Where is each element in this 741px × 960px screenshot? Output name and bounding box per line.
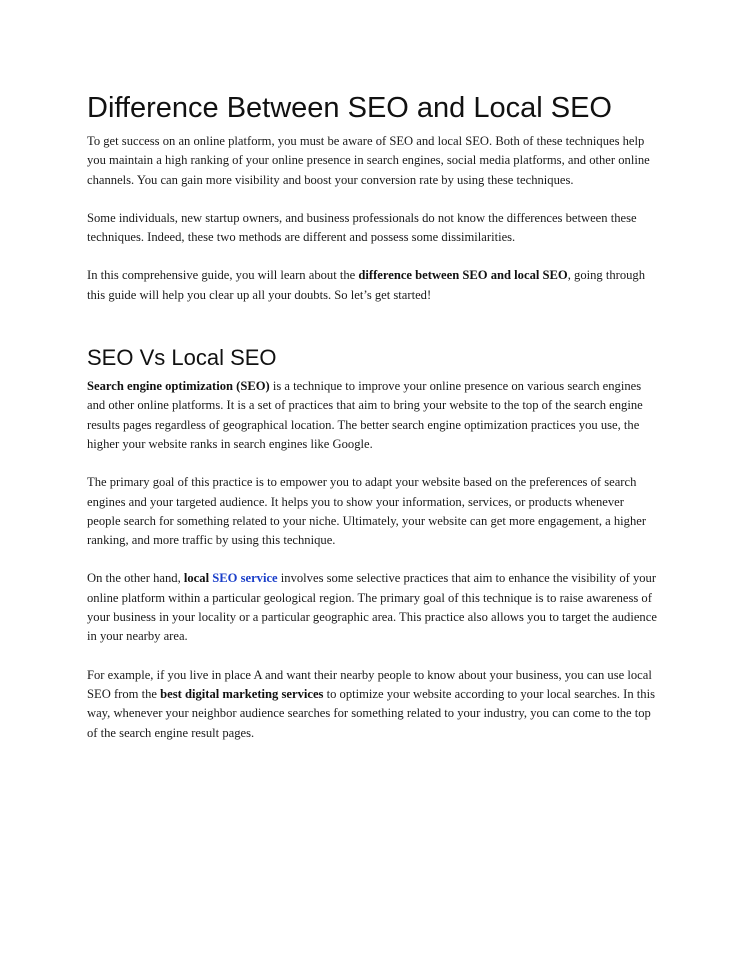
section-p3-text-after: involves some selective practices that aim to enhance the visibility of your online platform within a particular geological region. The primary goal of this technique is to raise awareness of your business in your locality or a particular geographic area. This practice also allows you to target the audience in your nearby area. — [87, 571, 657, 644]
intro-paragraph-1: To get success on an online platform, you must be aware of SEO and local SEO. Both of these techniques help you maintain a high ranking of your online presence in search engines, social media platforms, and other online channels. You can gain more visibility and boost your conversion rate by using these techniques. — [87, 134, 650, 187]
section-p3-bold: local — [183, 571, 210, 586]
intro-paragraph-2: Some individuals, new startup owners, and business professionals do not know the differences between these techniques. Indeed, these two methods are different and possess some dissimilarities. — [87, 210, 637, 245]
section-heading: SEO Vs Local SEO — [87, 345, 277, 371]
section-paragraph-2: The primary goal of this practice is to empower you to adapt your website based on the preferences of search engines and your targeted audience. It helps you to show your information, services, or products whenever people search for something related to your niche. Ultimately, your website can get more engagement, a higher ranking, and more traffic by using this technique. — [87, 475, 647, 548]
section-p4-bold: best digital marketing services — [160, 686, 324, 701]
seo-service-link[interactable]: SEO service — [212, 571, 278, 586]
section-p4-text-after: to optimize your website according to your local searches. In this way, whenever your neighbor audience searches for something related to your industry, you can come to the top of the search engine result pages. — [87, 686, 655, 740]
section-paragraph-1 — [87, 377, 657, 454]
section-paragraph-4 — [87, 666, 657, 743]
page-title: Difference Between SEO and Local SEO — [87, 92, 612, 124]
section-p1-text: is a technique to improve your online presence on various search engines and other online platforms. It is a set of practices that aim to bring your website to the top of the search engine results pages regardless of geographical location. The better search engine optimization practices you use, the higher your website ranks in search engines like Google. — [87, 379, 643, 451]
intro-paragraph-3 — [87, 266, 657, 305]
section-paragraph-3 — [87, 569, 657, 646]
intro-p3-bold: difference between SEO and local SEO — [358, 268, 568, 283]
section-p3-text-before: On the other hand, — [87, 571, 184, 586]
intro-p3-text-before: In this comprehensive guide, you will learn about the — [87, 268, 359, 283]
document-page — [87, 86, 657, 743]
section-p4-text-before: For example, if you live in place A and want their nearby people to know about your business, you can use local SEO from the — [87, 667, 652, 701]
section-p1-bold: Search engine optimization (SEO) — [87, 379, 270, 394]
intro-p3-text-after: , going through this guide will help you clear up all your doubts. So let’s get started! — [87, 268, 646, 302]
